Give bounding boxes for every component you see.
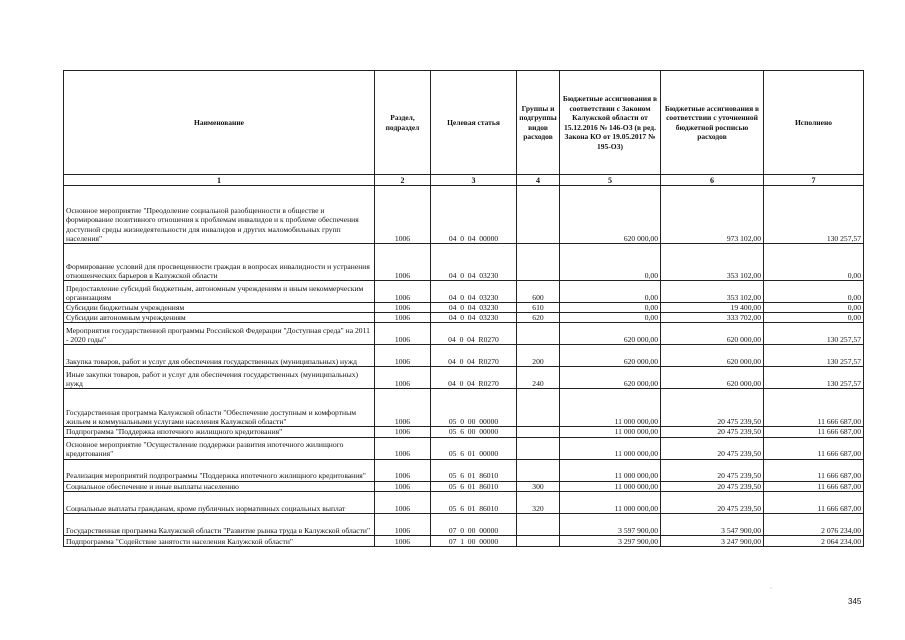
row-group	[517, 323, 560, 345]
table-row	[64, 323, 864, 345]
row-refined-amount: 620 000,00	[661, 367, 764, 389]
column-number: 4	[517, 175, 560, 186]
row-law-amount: 0,00	[560, 313, 661, 323]
row-name: Иные закупки товаров, работ и услуг для обеспечения государственных (муниципальных) нужд	[64, 367, 375, 389]
row-group: 620	[517, 313, 560, 323]
row-group	[517, 244, 560, 281]
table-row	[64, 313, 864, 323]
row-executed-amount: 11 666 687,00	[764, 481, 864, 491]
table-row	[64, 303, 864, 313]
row-group	[517, 427, 560, 437]
row-refined-amount: 3 547 900,00	[661, 513, 764, 535]
row-name: Субсидии бюджетным учреждениям	[64, 303, 375, 313]
row-executed-amount: 0,00	[764, 313, 864, 323]
row-target-code: 04 0 04 00000	[431, 186, 517, 244]
row-executed-amount: 130 257,57	[764, 186, 864, 244]
row-law-amount: 3 297 900,00	[560, 535, 661, 546]
table-row	[64, 345, 864, 367]
row-law-amount: 11 000 000,00	[560, 389, 661, 427]
row-section: 1006	[375, 513, 431, 535]
row-executed-amount: 11 666 687,00	[764, 459, 864, 481]
row-law-amount: 11 000 000,00	[560, 459, 661, 481]
row-section: 1006	[375, 244, 431, 281]
row-executed-amount: 130 257,57	[764, 345, 864, 367]
row-target-code: 05 6 00 00000	[431, 427, 517, 437]
row-target-code: 07 1 00 00000	[431, 535, 517, 546]
row-executed-amount: 11 666 687,00	[764, 427, 864, 437]
row-name: Подпрограмма "Содействие занятости населения Калужской области"	[64, 535, 375, 546]
row-executed-amount: 0,00	[764, 303, 864, 313]
row-refined-amount: 3 247 900,00	[661, 535, 764, 546]
row-law-amount: 0,00	[560, 244, 661, 281]
row-target-code: 07 0 00 00000	[431, 513, 517, 535]
row-name: Реализация мероприятий подпрограммы "Поддержка ипотечного жилищного кредитования"	[64, 459, 375, 481]
column-number-row	[64, 175, 864, 186]
table-row	[64, 437, 864, 459]
row-law-amount: 620 000,00	[560, 323, 661, 345]
row-name: Предоставление субсидий бюджетным, автономным учреждениям и иным некоммерческим организациям	[64, 281, 375, 303]
table-row	[64, 427, 864, 437]
header-target: Целевая статья	[431, 71, 517, 175]
row-executed-amount: 2 076 234,00	[764, 513, 864, 535]
row-refined-amount: 620 000,00	[661, 345, 764, 367]
column-number: 1	[64, 175, 375, 186]
row-section: 1006	[375, 437, 431, 459]
table-row	[64, 513, 864, 535]
row-refined-amount: 353 102,00	[661, 281, 764, 303]
row-refined-amount: 333 702,00	[661, 313, 764, 323]
row-section: 1006	[375, 491, 431, 513]
row-name: Мероприятия государственной программы Российской Федерации "Доступная среда" на 2011 - 2020 годы"	[64, 323, 375, 345]
row-target-code: 04 0 04 03230	[431, 303, 517, 313]
row-law-amount: 11 000 000,00	[560, 481, 661, 491]
row-refined-amount: 20 475 239,50	[661, 427, 764, 437]
row-refined-amount: 19 400,00	[661, 303, 764, 313]
column-number: 5	[560, 175, 661, 186]
row-group	[517, 186, 560, 244]
row-group: 300	[517, 481, 560, 491]
header-groups: Группы и подгруппы видов расходов	[517, 71, 560, 175]
row-refined-amount: 973 102,00	[661, 186, 764, 244]
column-number: 6	[661, 175, 764, 186]
row-law-amount: 3 597 900,00	[560, 513, 661, 535]
table-row	[64, 491, 864, 513]
row-group	[517, 389, 560, 427]
row-target-code: 04 0 04 R0270	[431, 367, 517, 389]
table-row	[64, 481, 864, 491]
row-refined-amount: 20 475 239,50	[661, 459, 764, 481]
table-row	[64, 459, 864, 481]
row-law-amount: 620 000,00	[560, 367, 661, 389]
header-refined: Бюджетные ассигнования в соответствии с уточненной бюджетной росписью расходов	[661, 71, 764, 175]
row-law-amount: 11 000 000,00	[560, 427, 661, 437]
row-group	[517, 459, 560, 481]
row-executed-amount: 130 257,57	[764, 323, 864, 345]
row-target-code: 05 6 01 00000	[431, 437, 517, 459]
header-executed: Исполнено	[764, 71, 864, 175]
row-group: 240	[517, 367, 560, 389]
row-group: 610	[517, 303, 560, 313]
row-name: Государственная программа Калужской области "Развитие рынка труда в Калужской области"	[64, 513, 375, 535]
row-section: 1006	[375, 459, 431, 481]
row-group: 600	[517, 281, 560, 303]
row-section: 1006	[375, 323, 431, 345]
row-executed-amount: 0,00	[764, 244, 864, 281]
row-executed-amount: 11 666 687,00	[764, 491, 864, 513]
row-target-code: 05 6 01 86010	[431, 481, 517, 491]
row-group	[517, 513, 560, 535]
row-law-amount: 11 000 000,00	[560, 437, 661, 459]
row-refined-amount: 20 475 239,50	[661, 389, 764, 427]
row-name: Государственная программа Калужской области "Обеспечение доступным и комфортным жильем и коммунальными услугами населения Калужской области"	[64, 389, 375, 427]
row-executed-amount: 130 257,57	[764, 367, 864, 389]
header-row	[64, 71, 864, 175]
header-section: Раздел, подраздел	[375, 71, 431, 175]
row-law-amount: 620 000,00	[560, 345, 661, 367]
row-target-code: 04 0 04 03230	[431, 313, 517, 323]
column-number: 3	[431, 175, 517, 186]
row-target-code: 04 0 04 03230	[431, 281, 517, 303]
row-executed-amount: 0,00	[764, 281, 864, 303]
row-group: 320	[517, 491, 560, 513]
row-refined-amount: 353 102,00	[661, 244, 764, 281]
row-section: 1006	[375, 303, 431, 313]
column-number: 2	[375, 175, 431, 186]
row-group	[517, 437, 560, 459]
row-law-amount: 620 000,00	[560, 186, 661, 244]
table-row	[64, 367, 864, 389]
row-target-code: 04 0 04 03230	[431, 244, 517, 281]
row-name: Субсидии автономным учреждениям	[64, 313, 375, 323]
row-section: 1006	[375, 481, 431, 491]
row-law-amount: 0,00	[560, 281, 661, 303]
row-target-code: 04 0 04 R0270	[431, 345, 517, 367]
table-row	[64, 535, 864, 546]
table-row	[64, 186, 864, 244]
row-executed-amount: 2 064 234,00	[764, 535, 864, 546]
table-row	[64, 389, 864, 427]
row-refined-amount: 20 475 239,50	[661, 491, 764, 513]
row-refined-amount: 20 475 239,50	[661, 481, 764, 491]
table-row	[64, 244, 864, 281]
row-target-code: 05 6 01 86010	[431, 459, 517, 481]
row-target-code: 05 6 01 86010	[431, 491, 517, 513]
row-executed-amount: 11 666 687,00	[764, 389, 864, 427]
header-name: Наименование	[64, 71, 375, 175]
table-row	[64, 281, 864, 303]
row-target-code: 04 0 04 R0270	[431, 323, 517, 345]
row-section: 1006	[375, 281, 431, 303]
row-law-amount: 0,00	[560, 303, 661, 313]
row-name: Основное мероприятие "Осуществление поддержки развития ипотечного жилищного кредитования"	[64, 437, 375, 459]
budget-table	[63, 70, 864, 547]
row-section: 1006	[375, 389, 431, 427]
page-number: 345	[848, 597, 862, 606]
row-executed-amount: 11 666 687,00	[764, 437, 864, 459]
row-section: 1006	[375, 345, 431, 367]
row-refined-amount: 620 000,00	[661, 323, 764, 345]
row-name: Подпрограмма "Поддержка ипотечного жилищного кредитования"	[64, 427, 375, 437]
scan-mark: `	[770, 588, 772, 594]
row-name: Формирование условий для просвещенности граждан в вопросах инвалидности и устранения отношенческих барьеров в Калужской области	[64, 244, 375, 281]
header-law: Бюджетные ассигнования в соответствии с Законом Калужской области от 15.12.2016 № 146-ОЗ (в ред. Закона КО от 19.05.2017 № 195-ОЗ)	[560, 71, 661, 175]
column-number: 7	[764, 175, 864, 186]
row-name: Социальное обеспечение и иные выплаты населению	[64, 481, 375, 491]
row-group: 200	[517, 345, 560, 367]
row-law-amount: 11 000 000,00	[560, 491, 661, 513]
row-section: 1006	[375, 535, 431, 546]
row-section: 1006	[375, 313, 431, 323]
row-refined-amount: 20 475 239,50	[661, 437, 764, 459]
row-section: 1006	[375, 427, 431, 437]
row-name: Социальные выплаты гражданам, кроме публичных нормативных социальных выплат	[64, 491, 375, 513]
row-section: 1006	[375, 367, 431, 389]
row-section: 1006	[375, 186, 431, 244]
row-target-code: 05 0 00 00000	[431, 389, 517, 427]
row-name: Закупка товаров, работ и услуг для обеспечения государственных (муниципальных) нужд	[64, 345, 375, 367]
row-name: Основное мероприятие "Преодоление социальной разобщенности в обществе и формирование позитивного отношения к проблемам инвалидов и к проблеме обеспечения доступной среды жизнедеятельности для инвалидов и других маломобильных групп населения"	[64, 186, 375, 244]
row-group	[517, 535, 560, 546]
